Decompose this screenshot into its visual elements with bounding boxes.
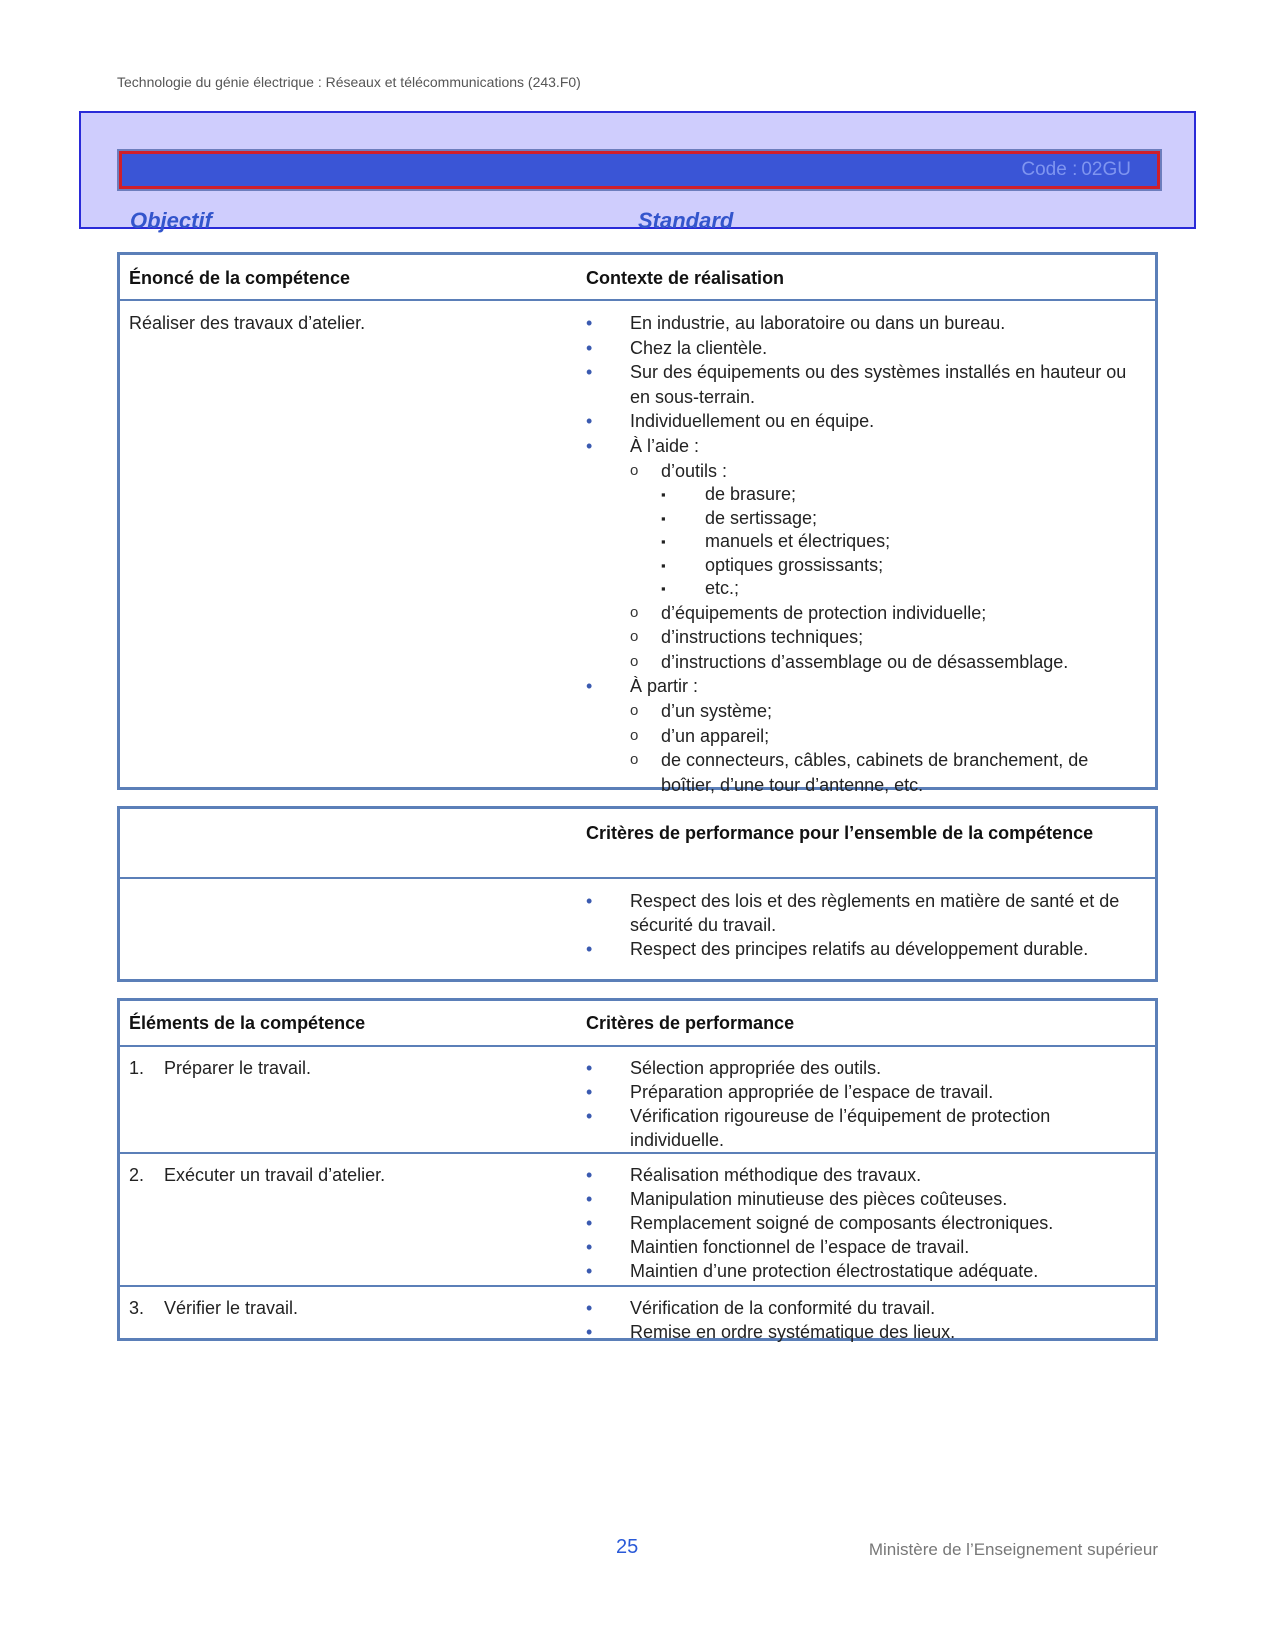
competency-code bbox=[1017, 159, 1131, 181]
list-item: • Maintien d’une protection électrostatique adéquate. bbox=[586, 1259, 1141, 1283]
list-item: o d’équipements de protection individuelle; bbox=[630, 601, 1141, 626]
code-value: 02GU bbox=[1081, 159, 1131, 180]
list-item: • Respect des principes relatifs au développement durable. bbox=[586, 937, 1141, 961]
overall-criteria-table bbox=[117, 806, 1158, 982]
competency-statement-table bbox=[117, 252, 1158, 795]
contexte-header: Contexte de réalisation bbox=[586, 268, 785, 288]
partir-list bbox=[630, 699, 1141, 797]
list-item: • Individuellement ou en équipe. bbox=[586, 409, 1141, 434]
list-item-label: d’outils : bbox=[661, 460, 728, 481]
list-item: • Maintien fonctionnel de l’espace de travail. bbox=[586, 1235, 1141, 1259]
element-number: 3. bbox=[129, 1298, 145, 1318]
list-item: • Sélection appropriée des outils. bbox=[586, 1056, 1141, 1080]
element-label bbox=[129, 1056, 586, 1080]
table-body bbox=[120, 879, 1155, 961]
list-item: o d’instructions d’assemblage ou de désassemblage. bbox=[630, 650, 1141, 675]
element-number: 1. bbox=[129, 1058, 145, 1078]
table-body bbox=[120, 301, 1155, 797]
element-label bbox=[129, 1296, 586, 1320]
running-header: Technologie du génie électrique : Réseaux et télécommunications (243.F0) bbox=[117, 74, 581, 90]
list-item: • Réalisation méthodique des travaux. bbox=[586, 1163, 1141, 1187]
list-item: o d’instructions techniques; bbox=[630, 625, 1141, 650]
list-item: • Remise en ordre systématique des lieux. bbox=[586, 1320, 1141, 1344]
criteria-header: Critères de performance bbox=[586, 1013, 795, 1033]
criteria-list bbox=[586, 1056, 1141, 1152]
element-number: 2. bbox=[129, 1165, 145, 1185]
list-item: o d’un appareil; bbox=[630, 724, 1141, 749]
list-item: • Chez la clientèle. bbox=[586, 336, 1141, 361]
list-item-partir bbox=[586, 674, 1141, 797]
list-item: • Vérification de la conformité du travail. bbox=[586, 1296, 1141, 1320]
table-header bbox=[120, 809, 1155, 879]
list-item: • En industrie, au laboratoire ou dans un bureau. bbox=[586, 311, 1141, 336]
element-label bbox=[129, 1163, 586, 1187]
list-item: • Préparation appropriée de l’espace de travail. bbox=[586, 1080, 1141, 1104]
enonce-text: Réaliser des travaux d’atelier. bbox=[129, 313, 366, 333]
overall-criteria-header: Critères de performance pour l’ensemble de la compétence bbox=[586, 823, 1094, 843]
list-item: ▪ de sertissage; bbox=[661, 507, 1141, 531]
table-header bbox=[120, 255, 1155, 301]
aide-list bbox=[630, 459, 1141, 675]
list-item: ▪ manuels et électriques; bbox=[661, 530, 1141, 554]
list-item: o de connecteurs, câbles, cabinets de branchement, de boîtier, d’une tour d’antenne, etc. bbox=[630, 748, 1141, 797]
list-item-outils bbox=[630, 459, 1141, 601]
code-bar bbox=[119, 151, 1160, 189]
code-label: Code : bbox=[1021, 159, 1078, 180]
page-number: 25 bbox=[616, 1536, 639, 1558]
table-row bbox=[120, 1287, 1155, 1343]
elements-header: Éléments de la compétence bbox=[129, 1013, 366, 1033]
list-item-aide bbox=[586, 434, 1141, 674]
list-item-label: À l’aide : bbox=[630, 435, 700, 456]
element-text: Préparer le travail. bbox=[164, 1058, 312, 1078]
table-row bbox=[120, 1047, 1155, 1154]
list-item: ▪ optiques grossissants; bbox=[661, 554, 1141, 578]
enonce-header: Énoncé de la compétence bbox=[129, 268, 351, 288]
standard-heading: Standard bbox=[638, 208, 734, 233]
list-item: ▪ de brasure; bbox=[661, 483, 1141, 507]
list-item: • Respect des lois et des règlements en matière de santé et de sécurité du travail. bbox=[586, 889, 1141, 937]
criteria-list bbox=[586, 1296, 1141, 1344]
list-item: ▪ etc.; bbox=[661, 577, 1141, 601]
table-header bbox=[120, 1001, 1155, 1047]
contexte-list bbox=[586, 311, 1141, 797]
objectif-heading: Objectif bbox=[130, 208, 212, 233]
table-row bbox=[120, 1154, 1155, 1287]
list-item: • Sur des équipements ou des systèmes installés en hauteur ou en sous-terrain. bbox=[586, 360, 1141, 409]
elements-table bbox=[117, 998, 1158, 1341]
footer-ministry: Ministère de l’Enseignement supérieur bbox=[868, 1540, 1158, 1559]
list-item: • Remplacement soigné de composants électroniques. bbox=[586, 1211, 1141, 1235]
list-item-label: À partir : bbox=[630, 676, 699, 697]
criteria-list bbox=[586, 1163, 1141, 1283]
title-band bbox=[79, 111, 1196, 233]
element-text: Vérifier le travail. bbox=[164, 1298, 299, 1318]
list-item: • Manipulation minutieuse des pièces coûteuses. bbox=[586, 1187, 1141, 1211]
outils-list bbox=[661, 483, 1141, 601]
element-text: Exécuter un travail d’atelier. bbox=[164, 1165, 386, 1185]
empty-header-cell bbox=[120, 821, 586, 877]
list-item: o d’un système; bbox=[630, 699, 1141, 724]
overall-criteria-list bbox=[586, 889, 1141, 961]
list-item: • Vérification rigoureuse de l’équipement de protection individuelle. bbox=[586, 1104, 1141, 1152]
